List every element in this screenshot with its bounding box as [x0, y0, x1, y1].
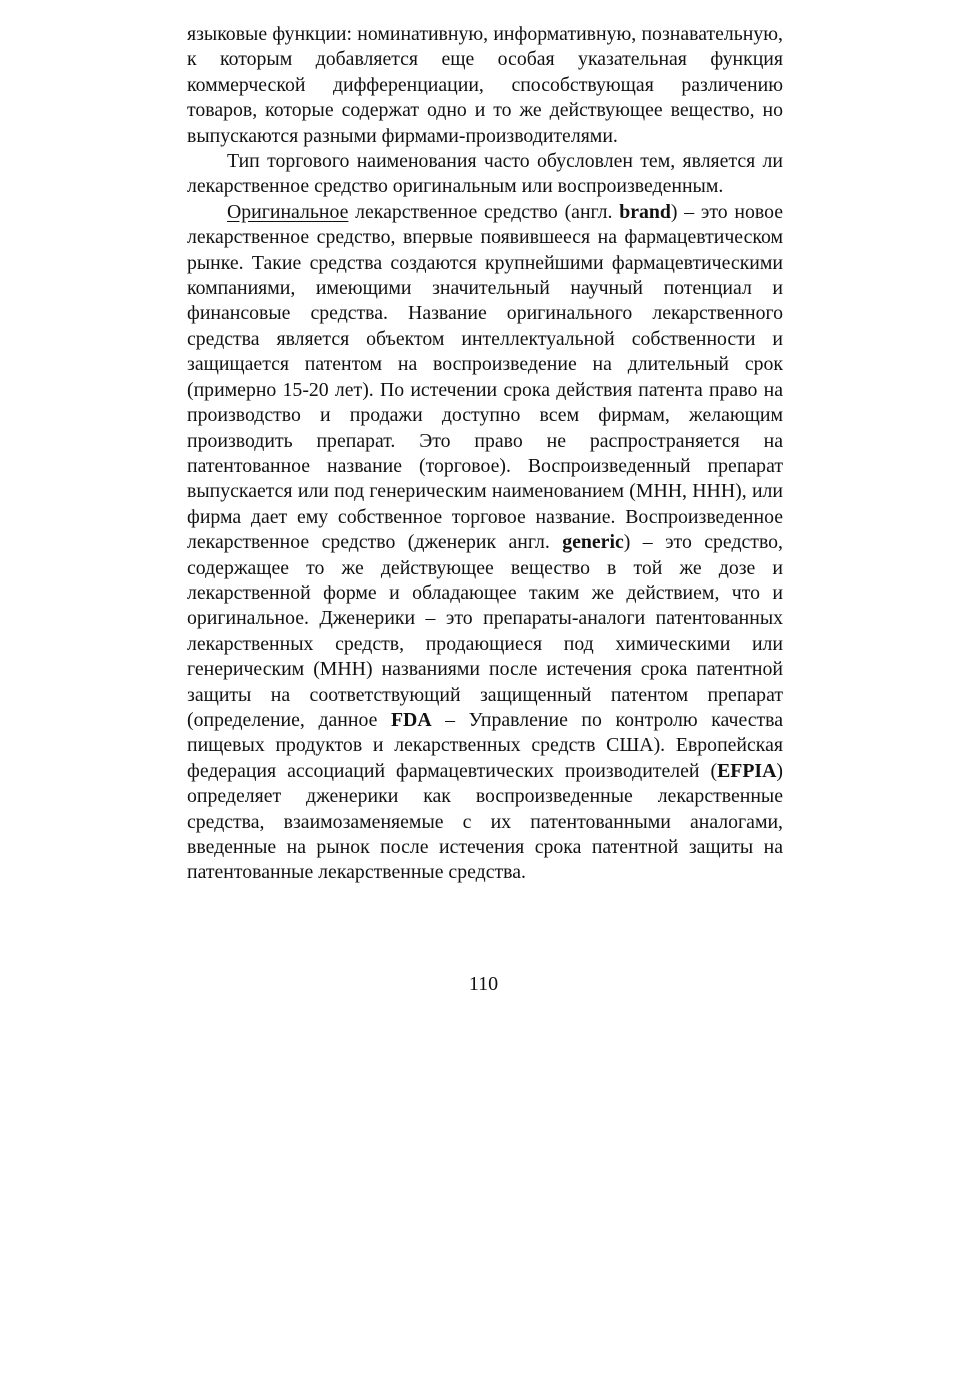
term-original-underlined: Оригинальное	[227, 200, 349, 223]
text-segment: – Управление по контролю качества пищевых продуктов и лекарственных средств США). Европейская федерация ассоциаций фармацевтических производителей (	[187, 708, 783, 782]
term-brand: brand	[619, 200, 671, 223]
paragraph-original-and-generic	[187, 200, 783, 886]
paragraph-continuation: языковые функции: номинативную, информативную, познавательную, к которым добавляется еще особая указательная функция коммерческой дифференциации, способствующая различению товаров, которые содержат одно и то же действующее вещество, но выпускаются разными фирмами-производителями.	[187, 23, 783, 147]
paragraph-trade-name-type: Тип торгового наименования часто обусловлен тем, является ли лекарственное средство оригинальным или воспроизведенным.	[187, 150, 783, 198]
term-efpia: EFPIA	[717, 759, 777, 782]
text-segment: ) – это новое лекарственное средство, впервые появившееся на фармацевтическом рынке. Такие средства создаются крупнейшими фармацевтическими компаниями, имеющими значительный научный потенциал и финансовые средства. Название оригинального лекарственного средства является объектом интеллектуальной собственности и защищается патентом на воспроизведение на длительный срок (примерно 15-20 лет). По истечении срока действия патента право на производство и продажи доступно всем фирмам, желающим производить препарат. Это право не распространяется на патентованное название (торговое). Воспроизведенный препарат выпускается или под генерическим наименованием (МНН, ННН), или фирма дает ему собственное торговое название. Воспроизведенное лекарственное средство (дженерик англ.	[187, 200, 783, 554]
body-text	[187, 22, 783, 886]
text-segment: лекарственное средство (англ.	[348, 200, 620, 223]
term-fda: FDA	[390, 708, 432, 731]
text-segment: ) – это средство, содержащее то же действующее вещество в той же дозе и лекарственной форме и обладающее таким же действием, что и оригинальное. Дженерики – это препараты-аналоги патентованных лекарственных средств, продающиеся под химическими или генерическим (МНН) названиями после истечения срока патентной защиты на соответствующий защищенный патентом препарат (определение, данное	[187, 531, 783, 731]
text-segment: ) определяет дженерики как воспроизведенные лекарственные средства, взаимозаменяемые с их патентованными аналогами, введенные на рынок после истечения срока патентной защиты на патентованные лекарственные средства.	[187, 759, 783, 884]
term-generic: generic	[562, 531, 624, 554]
page-number: 110	[468, 973, 499, 995]
